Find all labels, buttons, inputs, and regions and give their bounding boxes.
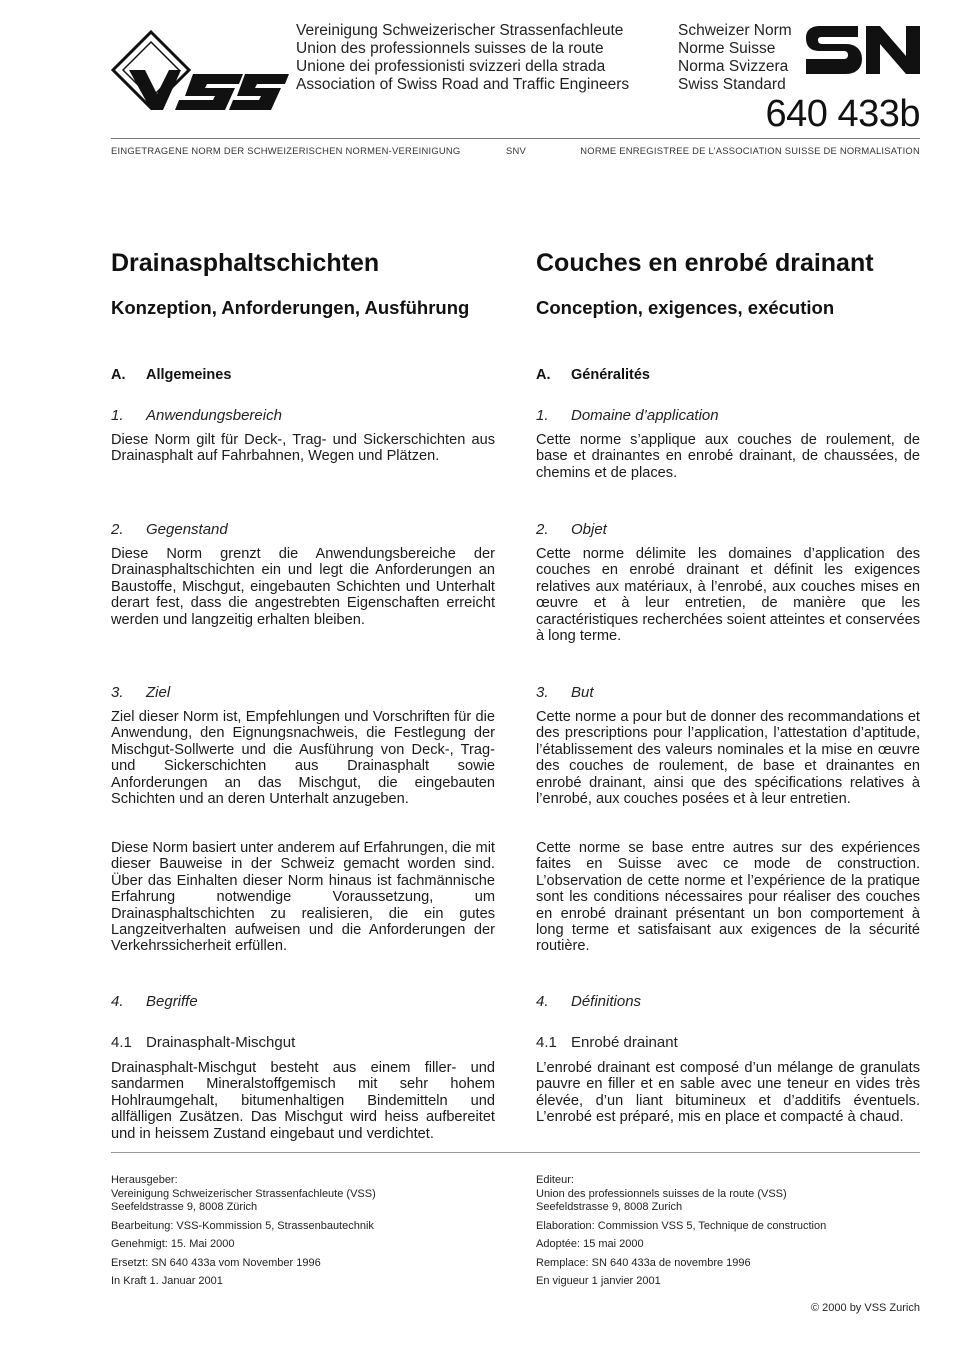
document-subtitle: Konzeption, Anforderungen, Ausführung [111,297,470,318]
publisher-name: Vereinigung Schweizerischer Strassenfachleute (VSS) [111,1187,376,1200]
section-4-1-text: Drainasphalt-Mischgut besteht aus einem filler- und sandarmen Mineralstoffgemisch mit sehr hohem Hohlraumgehalt, bitumenhaltigen Bindemitteln und allfälligen Zusätzen. Das Mischgut wird heiss aufbereitet und in heissem Zustand eingebaut und verdichtet. [111,1060,495,1142]
norm-label-fr: Norme Suisse [678,40,776,57]
norm-label-de: Schweizer Norm [678,22,792,39]
section-3-heading-fr: 3. But [536,684,594,701]
svg-text:VSS: VSS [231,70,234,71]
section-3-text-2: Diese Norm basiert unter anderem auf Erfahrungen, die mit dieser Bauweise in der Schweiz gemacht worden sind. Über das Einhalten dieser Norm hinaus ist fachmännische Erfahrung notwendige Voraussetzung, um Drainasphaltschichten zu realisieren, die ein gutes Langzeitverhalten aufweisen und die Anforderungen der Verkehrssicherheit erfüllen. [111,840,495,955]
section-heading: A. Allgemeines [111,367,232,383]
editing-committee-fr: Elaboration: Commission VSS 5, Technique de construction [536,1219,827,1232]
norm-label-en: Swiss Standard [678,76,786,93]
replaces-note: Ersetzt: SN 640 433a vom November 1996 [111,1256,321,1269]
org-name-it: Unione dei professionisti svizzeri della strada [296,58,606,75]
org-name-en: Association of Swiss Road and Traffic Engineers [296,76,630,93]
section-3-text: Ziel dieser Norm ist, Empfehlungen und Vorschriften für die Anwendung, den Eignungsnachweis, die Festlegung der Mischgut-Sollwerte und die Ausführung von Deck-, Trag- und Sickerschichten aus Drainasphalt sowie Anforderungen an das Mischgut, die eingebauten Schichten und an deren Unterhalt anzugeben. [111,709,495,808]
document-subtitle-fr: Conception, exigences, exécution [536,297,835,318]
standard-type-labels [678,22,792,94]
section-2-text-fr: Cette norme délimite les domaines d’application des couches en enrobé drainant et définit les exigences relatives aux matériaux, à l’enrobé, aux couches mises en œuvre et à leur entretien, de manière que les caractéristiques recherchées soient atteintes et conservées à long terme. [536,546,920,645]
section-4-heading-fr: 4. Définitions [536,993,642,1010]
publisher-address-fr: Seefeldstrasse 9, 8008 Zurich [536,1201,683,1213]
norm-label-it: Norma Svizzera [678,58,789,75]
section-3-text-2-fr: Cette norme se base entre autres sur des expériences faites en Suisse avec ce mode de construction. L’observation de cette norme et l’expérience de la pratique sont les conditions nécessaires pour réaliser des couches en enrobé drainant présentant un bon comportement à long terme et satisfaisant aux exigences de la sécurité routière. [536,840,920,955]
section-1-heading-fr: 1. Domaine d’application [536,407,719,424]
section-3-text-fr: Cette norme a pour but de donner des recommandations et des prescriptions pour l’application, l’attestation d’aptitude, l’établissement des valeurs nominales et la mise en œuvre des couches de roulement, de base et drainantes en enrobé drainant, ainsi que des spécifications relatives à l’enrobé, aux couches posées et à leur entretien. [536,709,920,808]
registration-note-de: EINGETRAGENE NORM DER SCHWEIZERISCHEN NORMEN-VEREINIGUNG [111,145,461,156]
section-4-1-heading-fr: 4.1 Enrobé drainant [536,1034,678,1051]
vss-logo [111,30,291,112]
in-force-date-fr: En vigueur 1 janvier 2001 [536,1275,661,1287]
publisher-label-fr: Editeur: [536,1174,574,1186]
copyright-notice: © 2000 by VSS Zurich [811,1302,920,1314]
replaces-note-fr: Remplace: SN 640 433a de novembre 1996 [536,1256,751,1269]
org-name-de: Vereinigung Schweizerischer Strassenfachleute [296,22,624,39]
section-4-1-heading: 4.1 Drainasphalt-Mischgut [111,1034,296,1051]
editing-committee: Bearbeitung: VSS-Kommission 5, Strassenbautechnik [111,1219,374,1232]
norm-number: 640 433b [765,93,920,135]
section-1-text: Diese Norm gilt für Deck-, Trag- und Sickerschichten aus Drainasphalt auf Fahrbahnen, Wegen und Plätzen. [111,432,495,465]
footer-publication-info-fr [536,1174,926,1289]
approval-date-fr: Adoptée: 15 mai 2000 [536,1238,644,1250]
section-2-heading: 2. Gegenstand [111,521,228,538]
approval-date: Genehmigt: 15. Mai 2000 [111,1238,235,1250]
section-heading-fr: A. Généralités [536,367,650,383]
association-names [296,22,629,94]
footer-publication-info-de [111,1174,501,1289]
footer-divider [111,1152,920,1153]
header-divider [111,138,920,139]
org-name-fr: Union des professionnels suisses de la route [296,40,604,57]
section-1-text-fr: Cette norme s’applique aux couches de roulement, de base et drainantes en enrobé drainant, de chaussées, de chemins et de places. [536,432,920,481]
sn-logo [806,26,920,74]
section-2-text: Diese Norm grenzt die Anwendungsbereiche der Drainasphaltschichten ein und legt die Anforderungen an Baustoffe, Mischgut, eingebauten Schichten und Unterhalt derart fest, dass die angestrebten Eigenschaften erreicht werden und langzeitig erhalten bleiben. [111,546,495,628]
in-force-date: In Kraft 1. Januar 2001 [111,1275,223,1287]
document-title-fr: Couches en enrobé drainant [536,249,874,277]
section-3-heading: 3. Ziel [111,684,171,701]
publisher-label: Herausgeber: [111,1174,178,1186]
section-1-heading: 1. Anwendungsbereich [111,407,282,424]
publisher-name-fr: Union des professionnels suisses de la route (VSS) [536,1187,787,1200]
registration-note-fr: NORME ENREGISTREE DE L’ASSOCIATION SUISSE DE NORMALISATION [580,145,920,156]
section-4-1-text-fr: L’enrobé drainant est composé d’un mélange de granulats pauvre en filler et en sable avec une teneur en vides très élevée, d’un liant bitumineux et d’additifs éventuels. L’enrobé est préparé, mis en place et compacté à chaud. [536,1060,920,1126]
section-4-heading: 4. Begriffe [111,993,198,1010]
snv-label: SNV [506,145,527,156]
svg-text:SN: SN [863,50,865,51]
publisher-address: Seefeldstrasse 9, 8008 Zürich [111,1201,258,1213]
document-title: Drainasphaltschichten [111,249,380,277]
section-2-heading-fr: 2. Objet [536,521,607,538]
